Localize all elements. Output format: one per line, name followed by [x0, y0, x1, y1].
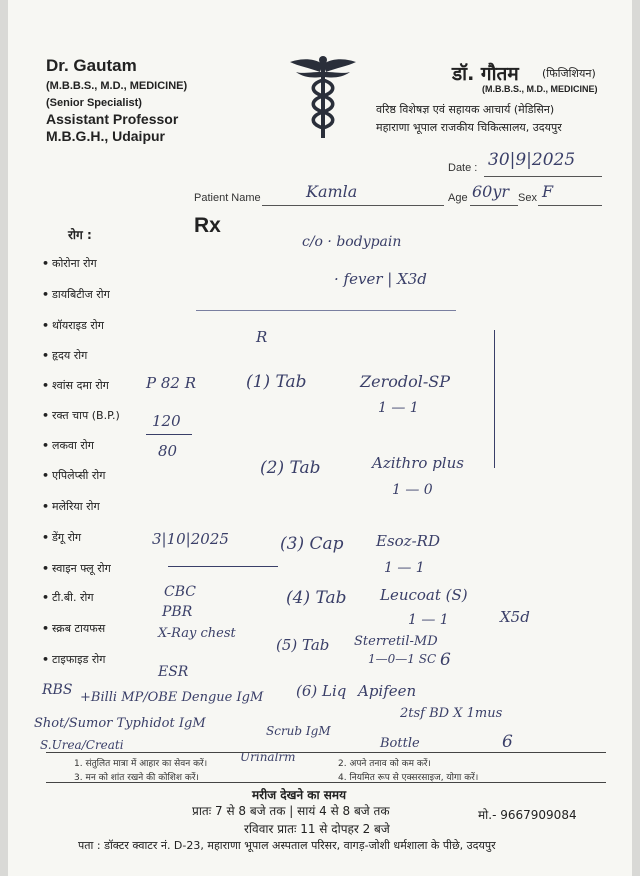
r-mark: R	[256, 328, 268, 346]
medicine-3-name: Esoz-RD	[376, 532, 440, 550]
test-item: X-Ray chest	[158, 626, 236, 641]
disease-item: • कोरोना रोग	[42, 257, 97, 270]
disease-item: • रक्त चाप (B.P.)	[42, 409, 120, 422]
medicine-4-type: (4) Tab	[286, 588, 347, 608]
disease-item: • डायबिटीज रोग	[42, 288, 110, 301]
designation-en: Assistant Professor	[46, 111, 179, 127]
disease-list-title: रोग :	[68, 228, 92, 242]
disease-item: • हृदय रोग	[42, 349, 88, 362]
disease-item: • टाइफाइड रोग	[42, 653, 106, 666]
medicine-2-dose: 1 — 0	[392, 482, 433, 498]
advice-item: 3. मन को शांत रखने की कोशिश करें।	[74, 773, 199, 783]
disease-item: • स्क्रब टायफस	[42, 622, 106, 635]
designation-hi: वरिष्ठ विशेषज्ञ एवं सहायक आचार्य (मेडिसिन)	[376, 103, 555, 116]
disease-item: • थॉयराइड रोग	[42, 319, 104, 332]
medicine-3-type: (3) Cap	[280, 534, 344, 554]
date-label: Date :	[448, 162, 478, 174]
medicine-4-dose: 1 — 1	[408, 612, 449, 628]
advice-item: 4. नियमित रूप से एक्सरसाइज, योगा करें।	[338, 773, 479, 783]
test-item: CBC	[164, 584, 196, 600]
sex-label: Sex	[518, 192, 537, 204]
test-item: Shot/Sumor Typhidot IgM	[34, 716, 206, 731]
mobile-number: मो.- 9667909084	[478, 808, 577, 822]
medicine-1-name: Zerodol-SP	[360, 372, 450, 391]
test-item: Scrub IgM	[266, 724, 331, 738]
age-label: Age	[448, 192, 468, 204]
medicine-6-type: (6) Liq	[296, 682, 347, 700]
complaint-line: c/o · bodypain	[302, 234, 402, 250]
timing-sunday: रविवार प्रातः 11 से दोपहर 2 बजे	[244, 822, 390, 836]
hospital-en: M.B.G.H., Udaipur	[46, 128, 165, 144]
medicine-2-type: (2) Tab	[260, 458, 321, 478]
medicine-4-duration: X5d	[500, 608, 530, 626]
test-item: Urinalrm	[240, 750, 296, 764]
medicine-6-name: Apifeen	[358, 682, 417, 700]
rx-symbol: Rx	[194, 214, 221, 237]
medicine-2-name: Azithro plus	[372, 454, 464, 472]
bp-systolic: 120	[152, 412, 181, 430]
medicine-5-name: Sterretil-MD	[354, 634, 438, 649]
sex-value: F	[542, 182, 554, 201]
advice-item: 2. अपने तनाव को कम करें।	[338, 759, 431, 769]
disease-item: • श्वांस दमा रोग	[42, 379, 109, 392]
disease-item: • टी.बी. रोग	[42, 591, 94, 604]
doctor-name-en: Dr. Gautam	[46, 56, 137, 75]
medicine-6-form: Bottle	[380, 736, 420, 751]
medicine-6-dose: 2tsf BD X 1mus	[400, 706, 503, 721]
medicine-6-quantity: 6	[502, 732, 513, 752]
timing-title: मरीज देखने का समय	[252, 788, 347, 802]
disease-item: • मलेरिया रोग	[42, 500, 100, 513]
test-item: PBR	[162, 604, 193, 620]
test-item: RBS	[42, 682, 73, 698]
doctor-name-hi: डॉ. गौतम	[452, 63, 519, 85]
age-value: 60yr	[472, 182, 510, 201]
clinic-address: पता : डॉक्टर क्वाटर नं. D-23, महाराणा भूपाल अस्पताल परिसर, वागड़-जोशी धर्मशाला के पीछे, उदयपुर	[78, 839, 496, 852]
medicine-5-dose: 1—0—1 SC	[368, 652, 437, 666]
patient-name-value: Kamla	[306, 182, 358, 201]
followup-date: 3|10|2025	[152, 530, 229, 548]
medicine-1-dose: 1 — 1	[378, 400, 419, 416]
medicine-5-type: (5) Tab	[276, 636, 330, 654]
medicine-1-type: (1) Tab	[246, 372, 307, 392]
disease-item: • स्वाइन फ्लू रोग	[42, 562, 111, 575]
disease-item: • एपिलेप्सी रोग	[42, 469, 106, 482]
disease-item: • डेंगू रोग	[42, 531, 82, 544]
test-item: S.Urea/Creati	[40, 738, 124, 752]
medicine-5-quantity: 6	[440, 650, 451, 670]
disease-item: • लकवा रोग	[42, 439, 94, 452]
pulse-reading: P 82 R	[146, 374, 197, 392]
hospital-hi: महाराणा भूपाल राजकीय चिकित्सालय, उदयपुर	[376, 121, 562, 134]
medicine-3-dose: 1 — 1	[384, 560, 425, 576]
advice-item: 1. संतुलित मात्रा में आहार का सेवन करें।	[74, 759, 208, 769]
bp-diastolic: 80	[158, 442, 178, 460]
test-item: +Billi MP/OBE Dengue IgM	[80, 690, 264, 705]
patient-name-label: Patient Name	[194, 192, 261, 204]
role-hi: (फिजिशियन)	[542, 67, 596, 80]
prescription-sheet	[8, 0, 632, 876]
qualifications-en: (M.B.B.S., M.D., MEDICINE)	[46, 80, 188, 92]
test-item: ESR	[158, 664, 189, 680]
specialist-en: (Senior Specialist)	[46, 97, 142, 109]
medicine-4-name: Leucoat (S)	[380, 586, 468, 604]
qualifications-hi: (M.B.B.S., M.D., MEDICINE)	[482, 84, 598, 94]
caduceus-icon	[288, 52, 358, 142]
timing-weekday: प्रातः 7 से 8 बजे तक | सायं 4 से 8 बजे तक	[192, 804, 390, 818]
complaint-line: · fever | X3d	[334, 270, 427, 288]
date-value: 30|9|2025	[488, 150, 576, 170]
